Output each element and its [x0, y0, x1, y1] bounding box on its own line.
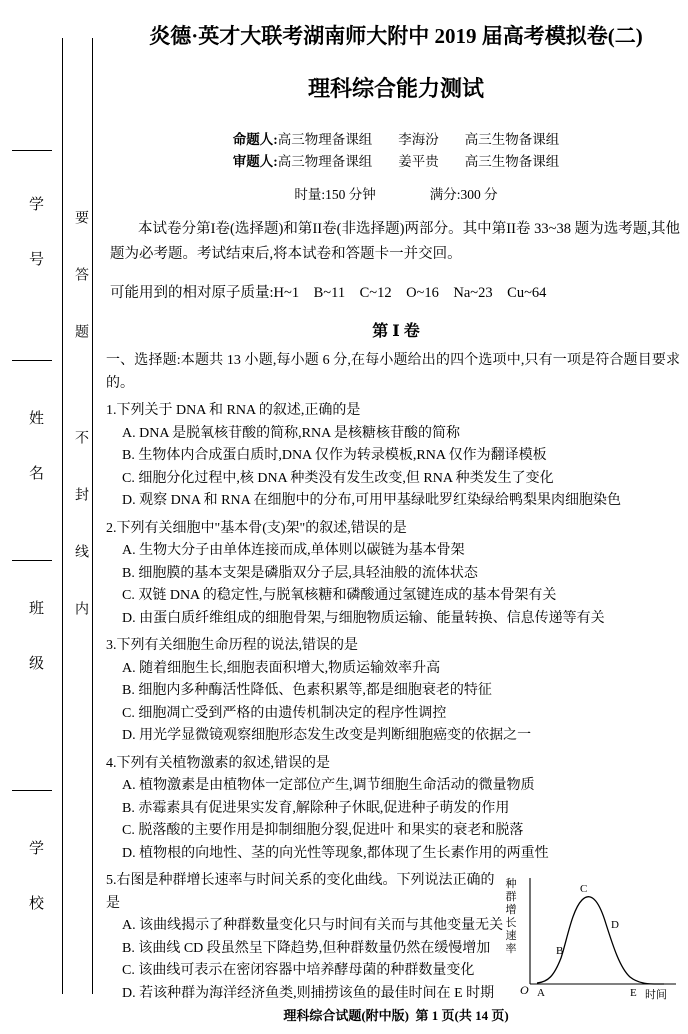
question-number: 1.	[106, 403, 117, 418]
option-d: D. 用光学显微镜观察细胞形态发生改变是判断细胞癌变的依据之一	[122, 728, 532, 743]
reviewer-label: 审题人:	[232, 154, 278, 169]
growth-rate-curve-svg	[504, 872, 684, 1004]
margin-label-school: 学 校	[27, 840, 43, 922]
question-block	[104, 635, 688, 748]
question-number: 4.	[106, 755, 117, 771]
proposer-value-2: 李海汾	[398, 132, 439, 147]
margin-dash	[12, 150, 52, 151]
question-stem	[104, 635, 688, 658]
question-block	[104, 870, 688, 1005]
growth-rate-curve-figure	[504, 872, 684, 1004]
option-b: B. 细胞膜的基本支架是磷脂双分子层,具轻油般的流体状态	[122, 565, 478, 581]
option-c: C. 脱落酸的主要作用是抑制细胞分裂,促进叶 和果实的衰老和脱落	[122, 823, 524, 838]
section-juan-one: 第 Ⅰ 卷	[372, 323, 420, 340]
question-number: 5.	[106, 873, 117, 888]
question-block	[104, 753, 688, 866]
footer-version: (附中版)	[361, 1008, 409, 1023]
question-stem	[104, 518, 688, 541]
svg-text:C: C	[580, 883, 588, 895]
reviewer-value-2: 姜平贵	[398, 154, 439, 169]
footer-page: 第 1 页(共 14 页)	[415, 1008, 509, 1023]
time-label: 时量:150 分钟	[294, 187, 376, 202]
option-b: B. 生物体内合成蛋白质时,DNA 仅作为转录模板,RNA 仅作为翻译模板	[122, 448, 547, 463]
option-a: A. 生物大分子由单体连接而成,单体则以碳链为基本骨架	[122, 543, 465, 558]
question-text: 右图是种群增长速率与时间关系的变化曲线。下列说法正确的是	[106, 873, 495, 911]
option-d: D. 植物根的向地性、茎的向光性等现象,都体现了生长素作用的两重性	[122, 845, 549, 861]
option-a: A. 该曲线揭示了种群数量变化只与时间有关而与其他变量无关	[122, 918, 504, 933]
instructions: 本试卷分第I卷(选择题)和第II卷(非选择题)两部分。其中第II卷 33~38 题为选考题,其他题为必考题。考试结束后,将本试卷和答题卡一并交回。	[110, 221, 680, 262]
atomic-mass: 可能用到的相对原子质量:H~1 B~11 C~12 O~16 Na~23 Cu~64	[110, 285, 547, 301]
option-a: A. DNA 是脱氧核苷酸的简称,RNA 是核糖核苷酸的简称	[122, 425, 460, 441]
reviewer-row	[104, 151, 688, 173]
proposer-row	[104, 129, 688, 151]
option-a: A. 植物激素是由植物体一定部位产生,调节细胞生命活动的微量物质	[122, 778, 535, 793]
option-d: D. 由蛋白质纤维组成的细胞骨架,与细胞物质运输、能量转换、信息传递等有关	[122, 610, 605, 626]
margin-label-no-write: 不 封 线 内	[73, 430, 88, 629]
option-b: B. 该曲线 CD 段虽然呈下降趋势,但种群数量仍然在缓慢增加	[122, 940, 491, 956]
svg-text:D: D	[611, 919, 619, 931]
score-label: 满分:300 分	[429, 187, 498, 202]
exam-meta	[104, 129, 688, 173]
page-title: 炎德·英才大联考湖南师大附中 2019 届高考模拟卷(二)	[149, 24, 643, 48]
proposer-value-3: 高三生物备课组	[464, 132, 560, 147]
option-c: C. 双链 DNA 的稳定性,与脱氧核糖和磷酸通过氢键连成的基本骨架有关	[122, 588, 557, 603]
left-margin-strip	[0, 0, 104, 1034]
svg-text:O: O	[520, 983, 529, 997]
footer-title: 理科综合试题	[283, 1008, 362, 1023]
option-c: C. 该曲线可表示在密闭容器中培养酵母菌的种群数量变化	[122, 963, 475, 978]
margin-label-class: 班 级	[27, 600, 43, 682]
question-stem	[104, 753, 688, 776]
margin-label-answer-area: 要 答 题	[73, 210, 88, 352]
figure-y-axis-label: 种群增长速率	[505, 878, 517, 955]
option-b: B. 赤霉素具有促进果实发育,解除种子休眠,促进种子萌发的作用	[122, 800, 510, 816]
reviewer-value-3: 高三生物备课组	[464, 154, 560, 169]
proposer-value-1: 高三物理备课组	[277, 132, 373, 147]
option-a: A. 随着细胞生长,细胞表面积增大,物质运输效率升高	[122, 660, 441, 676]
section-one-title: 一、选择题:本题共 13 小题,每小题 6 分,在每小题给出的四个选项中,只有一项是符合题目要求的。	[106, 353, 680, 391]
question-5-text	[104, 870, 504, 1005]
margin-dash	[12, 360, 52, 361]
svg-text:B: B	[556, 945, 564, 957]
exam-content	[104, 0, 688, 1034]
page-footer	[104, 1005, 688, 1024]
question-number: 2.	[106, 520, 117, 536]
question-block	[104, 518, 688, 631]
question-text: 下列有关细胞生命历程的说法,错误的是	[116, 638, 358, 653]
score-row	[104, 183, 688, 203]
question-block	[104, 400, 688, 513]
option-c: C. 细胞分化过程中,核 DNA 种类没有发生改变,但 RNA 种类发生了变化	[122, 470, 554, 486]
margin-rule-left	[62, 38, 63, 994]
svg-text:A: A	[537, 987, 545, 999]
option-d: D. 若该种群为海洋经济鱼类,则捕捞该鱼的最佳时间在 E 时期	[122, 985, 495, 1001]
margin-dash	[12, 560, 52, 561]
question-text: 下列有关细胞中"基本骨(支)架"的叙述,错误的是	[116, 520, 407, 536]
margin-rule-right	[92, 38, 93, 994]
question-stem	[104, 870, 504, 915]
margin-dash	[12, 790, 52, 791]
question-text: 下列有关植物激素的叙述,错误的是	[116, 755, 330, 771]
question-stem	[104, 400, 688, 423]
question-number: 3.	[106, 638, 117, 653]
reviewer-value-1: 高三物理备课组	[277, 154, 373, 169]
proposer-label: 命题人:	[232, 132, 278, 147]
question-text: 下列关于 DNA 和 RNA 的叙述,正确的是	[116, 403, 361, 418]
page-subtitle: 理科综合能力测试	[307, 76, 484, 101]
svg-text:E: E	[630, 987, 637, 999]
margin-label-student-id: 学 号	[27, 196, 43, 278]
margin-label-name: 姓 名	[27, 410, 43, 492]
svg-text:时间: 时间	[645, 989, 667, 1001]
option-c: C. 细胞凋亡受到严格的由遗传机制决定的程序性调控	[122, 705, 447, 721]
option-d: D. 观察 DNA 和 RNA 在细胞中的分布,可用甲基绿吡罗红染绿给鸭梨果肉细胞染色	[122, 493, 621, 508]
option-b: B. 细胞内多种酶活性降低、色素积累等,都是细胞衰老的特征	[122, 683, 492, 698]
